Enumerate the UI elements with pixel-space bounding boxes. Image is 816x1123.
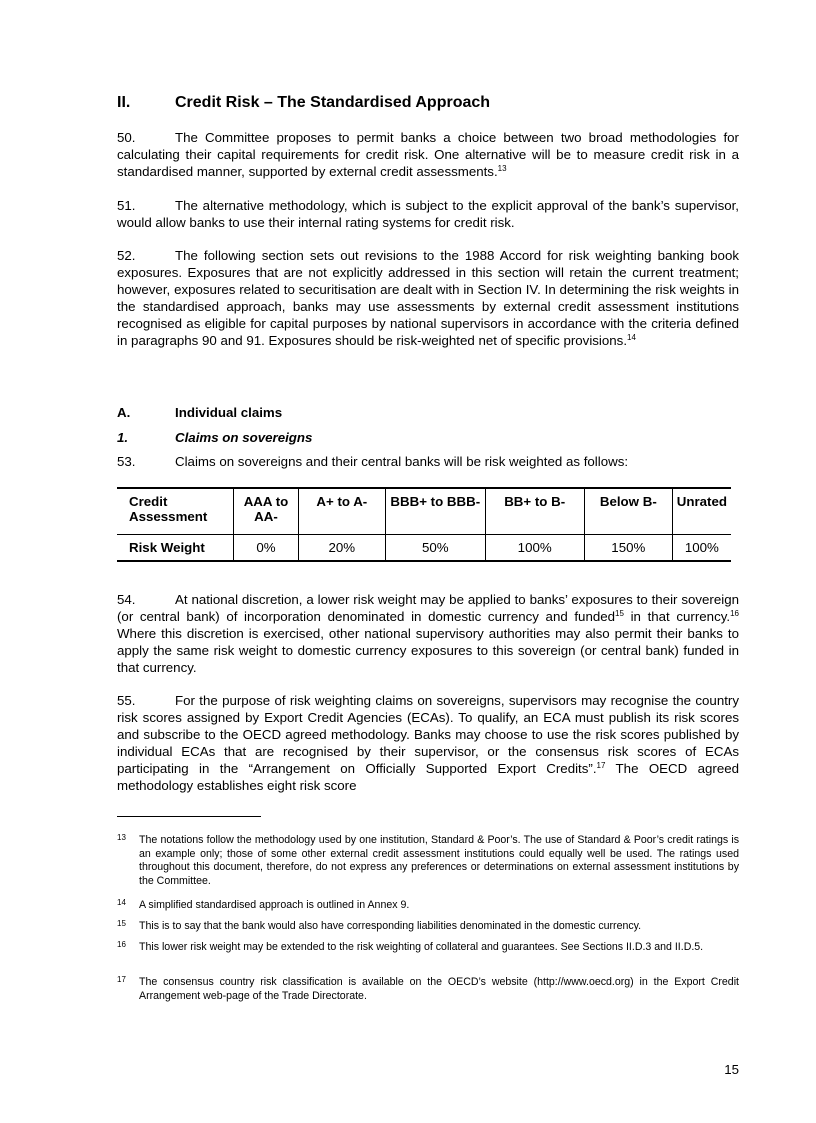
footnote-divider [117, 816, 261, 817]
subsection-number: A. [117, 405, 131, 420]
table-header-cell: Credit Assessment [117, 488, 234, 535]
paragraph-50 [117, 130, 739, 181]
table-cell: 20% [298, 535, 385, 562]
paragraph-text: in that currency. [623, 608, 731, 624]
subsection-heading-a [117, 405, 282, 420]
footnote-text: This is to say that the bank would also have corresponding liabilities denominated in the domestic currency. [139, 920, 642, 932]
table-header-cell: Below B- [584, 488, 672, 535]
paragraph-51 [117, 198, 739, 232]
table-cell: 100% [672, 535, 731, 562]
table-cell: 0% [234, 535, 298, 562]
page-number: 15 [724, 1062, 739, 1077]
paragraph-number: 55. [117, 693, 136, 708]
table-header-cell: BB+ to B- [485, 488, 584, 535]
paragraph-number: 51. [117, 198, 136, 213]
subsection-title: Claims on sovereigns [175, 430, 313, 445]
subsection-title: Individual claims [175, 405, 283, 420]
footnote-15 [117, 920, 739, 934]
paragraph-53 [117, 454, 628, 469]
table-cell: 100% [485, 535, 584, 562]
paragraph-text: At national discretion, a lower risk weight may be applied to banks’ exposures to their sovereign (or central bank) of incorporation denominated in domestic currency and funded [117, 592, 739, 624]
footnote-number: 14 [117, 898, 126, 907]
footnote-ref: 15 [615, 608, 624, 618]
table-row [117, 535, 731, 562]
footnote-number: 15 [117, 919, 126, 928]
section-number: II. [117, 94, 131, 111]
paragraph-55 [117, 693, 739, 794]
footnote-17 [117, 976, 739, 1003]
paragraph-number: 53. [117, 454, 136, 469]
table-header-cell: AAA to AA- [234, 488, 298, 535]
paragraph-text: For the purpose of risk weighting claims on sovereigns, supervisors may recognise the country risk scores assigned by Export Credit Agencies (ECAs). To qualify, an ECA must publish its risk scores and subscribe to the OECD agreed methodology. Banks may choose to use the risk scores published by individual ECAs that are recognised by their supervisor, or the consensus risk scores of ECAs participating in the “Arrangement on Officially Supported Export Credits”. [117, 693, 739, 776]
paragraph-text: The OECD agreed methodology establishes eight risk score [117, 760, 740, 793]
paragraph-54 [117, 592, 739, 677]
footnote-13 [117, 834, 739, 888]
paragraph-text: The alternative methodology, which is subject to the explicit approval of the bank’s supervisor, would allow banks to use their internal rating systems for credit risk. [117, 198, 739, 230]
risk-weight-table [117, 487, 731, 562]
subsection-number: 1. [117, 430, 129, 445]
footnote-text: A simplified standardised approach is outlined in Annex 9. [139, 899, 410, 911]
footnote-number: 16 [117, 940, 126, 949]
paragraph-52 [117, 248, 739, 349]
footnote-text: The notations follow the methodology used by one institution, Standard & Poor’s. The use of Standard & Poor’s credit ratings is an example only; those of some other external credit assessment institutions could equally well be used. The ratings used throughout this document, therefore, do not express any preferences or determinations on external assessment institutions by the Committee. [139, 834, 739, 887]
table-row-label: Risk Weight [117, 535, 234, 562]
footnote-text: This lower risk weight may be extended to the risk weighting of collateral and guarantees. See Sections II.D.3 and II.D.5. [139, 941, 704, 953]
paragraph-text: The Committee proposes to permit banks a choice between two broad methodologies for calculating their capital requirements for credit risk. One alternative will be to measure credit risk in a standardised manner, supported by external credit assessments. [117, 130, 739, 179]
subsection-heading-1 [117, 430, 312, 445]
footnote-16 [117, 941, 739, 955]
paragraph-number: 52. [117, 248, 136, 263]
table-cell: 150% [584, 535, 672, 562]
table-header-cell: Unrated [672, 488, 731, 535]
footnote-number: 13 [117, 833, 126, 842]
footnote-14 [117, 899, 739, 913]
paragraph-text: The following section sets out revisions to the 1988 Accord for risk weighting banking book exposures. Exposures that are not explicitly addressed in this section will retain the current treatment; however, exposures related to securitisation are dealt with in Section IV. In determining the risk weights in the standardised approach, banks may use assessments by external credit assessment institutions recognised as eligible for capital purposes by national supervisors in accordance with the criteria defined in paragraphs 90 and 91. Exposures should be risk-weighted net of specific provisions. [117, 248, 739, 348]
table-header-row [117, 488, 731, 535]
footnote-text: The consensus country risk classification is available on the OECD’s website (http://www.oecd.org) in the Export Credit Arrangement web-page of the Trade Directorate. [139, 976, 739, 1002]
footnote-number: 17 [117, 975, 126, 984]
footnote-ref: 13 [497, 163, 507, 173]
paragraph-text: Where this discretion is exercised, other national supervisory authorities may also permit their banks to apply the same risk weight to domestic currency exposures to this sovereign (or central bank) funded in that currency. [117, 625, 739, 675]
section-title: Credit Risk – The Standardised Approach [175, 94, 491, 111]
paragraph-number: 50. [117, 130, 136, 145]
table-cell: 50% [386, 535, 485, 562]
footnote-ref: 16 [730, 608, 739, 618]
paragraph-text: Claims on sovereigns and their central banks will be risk weighted as follows: [175, 454, 629, 469]
footnote-ref: 14 [627, 332, 636, 342]
footnote-ref: 17 [596, 760, 606, 770]
table-header-cell: BBB+ to BBB- [386, 488, 485, 535]
table-header-cell: A+ to A- [298, 488, 385, 535]
section-heading [117, 94, 490, 112]
paragraph-number: 54. [117, 592, 136, 607]
